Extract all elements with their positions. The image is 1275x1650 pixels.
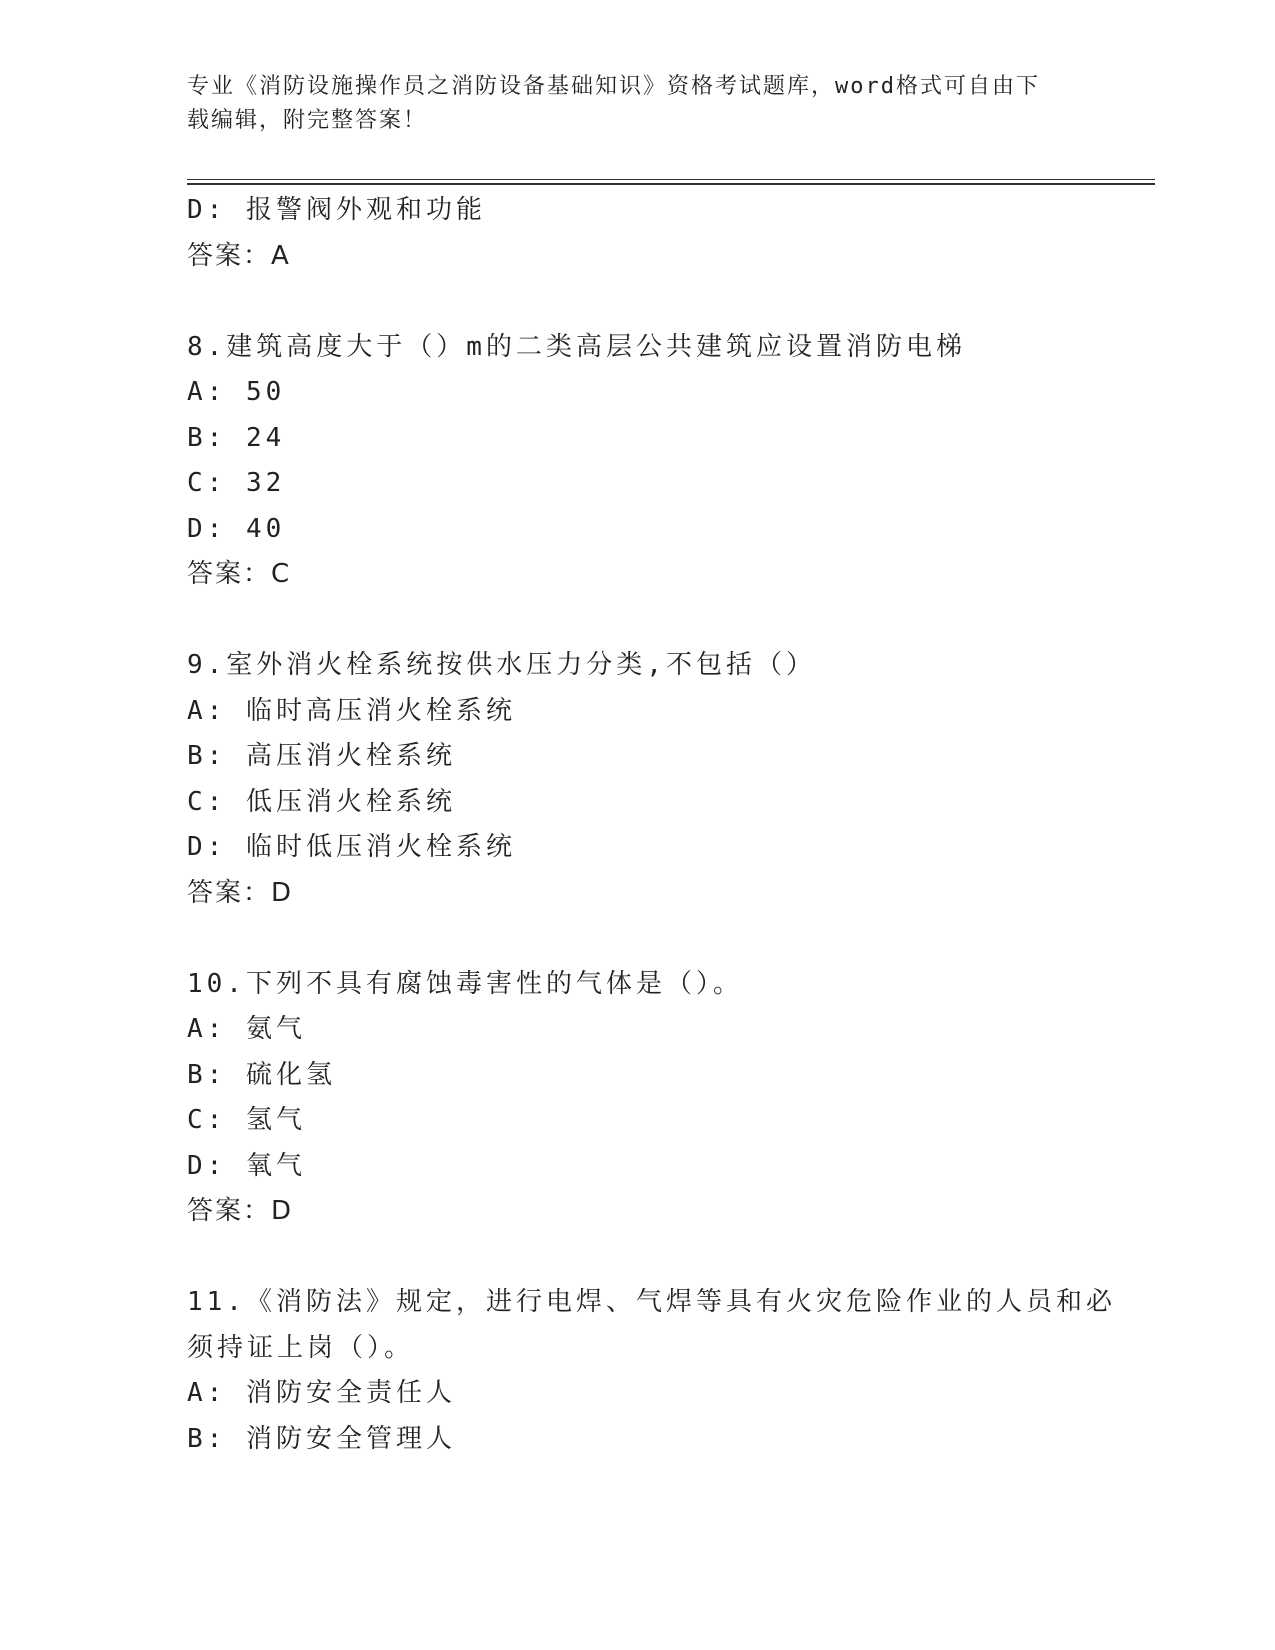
option-a: A: 临时高压消火栓系统	[187, 695, 516, 726]
option-c: C: 32	[187, 468, 286, 498]
question-answer: 答案：D	[187, 877, 294, 908]
option-c: C: 低压消火栓系统	[187, 786, 456, 817]
spacer	[187, 279, 1107, 325]
header-line-2: 载编辑，附完整答案！	[187, 108, 428, 133]
question-11	[187, 1280, 1116, 1462]
option-d: D: 氧气	[187, 1150, 306, 1181]
question-stem-line-1: 11.《消防法》规定，进行电焊、气焊等具有火灾危险作业的人员和必	[187, 1287, 1116, 1317]
option-b: B: 硫化氢	[187, 1059, 336, 1090]
option-a: A: 50	[187, 377, 286, 407]
question-stem: 10.下列不具有腐蚀毒害性的气体是（）。	[187, 968, 743, 999]
question-answer: 答案：C	[187, 559, 292, 589]
prev-answer: 答案：A	[187, 240, 291, 271]
header-line-1: 专业《消防设施操作员之消防设备基础知识》资格考试题库，word格式可自由下	[187, 74, 1040, 99]
option-d: D: 40	[187, 513, 286, 544]
question-stem: 8.建筑高度大于（）m的二类高层公共建筑应设置消防电梯	[187, 331, 966, 362]
spacer	[187, 598, 1107, 644]
header-rule-thin	[187, 179, 1155, 180]
prev-option-d: D: 报警阀外观和功能	[187, 195, 486, 225]
option-b: B: 24	[187, 422, 286, 453]
option-a: A: 氨气	[187, 1014, 306, 1044]
document-header	[187, 70, 1067, 138]
question-10	[187, 962, 1107, 1235]
document-body	[187, 188, 1116, 1462]
option-a: A: 消防安全责任人	[187, 1378, 456, 1408]
option-d: D: 临时低压消火栓系统	[187, 832, 516, 862]
question-8	[187, 325, 1107, 598]
question-9	[187, 643, 1107, 916]
spacer	[187, 1235, 1107, 1281]
question-stem-line-2: 须持证上岗（）。	[187, 1332, 415, 1363]
option-c: C: 氢气	[187, 1105, 306, 1135]
question-stem: 9.室外消火栓系统按供水压力分类,不包括（）	[187, 650, 816, 680]
header-rule-thick	[187, 183, 1155, 185]
option-b: B: 消防安全管理人	[187, 1423, 456, 1454]
option-b: B: 高压消火栓系统	[187, 741, 456, 771]
question-answer: 答案：D	[187, 1196, 294, 1226]
spacer	[187, 916, 1107, 962]
